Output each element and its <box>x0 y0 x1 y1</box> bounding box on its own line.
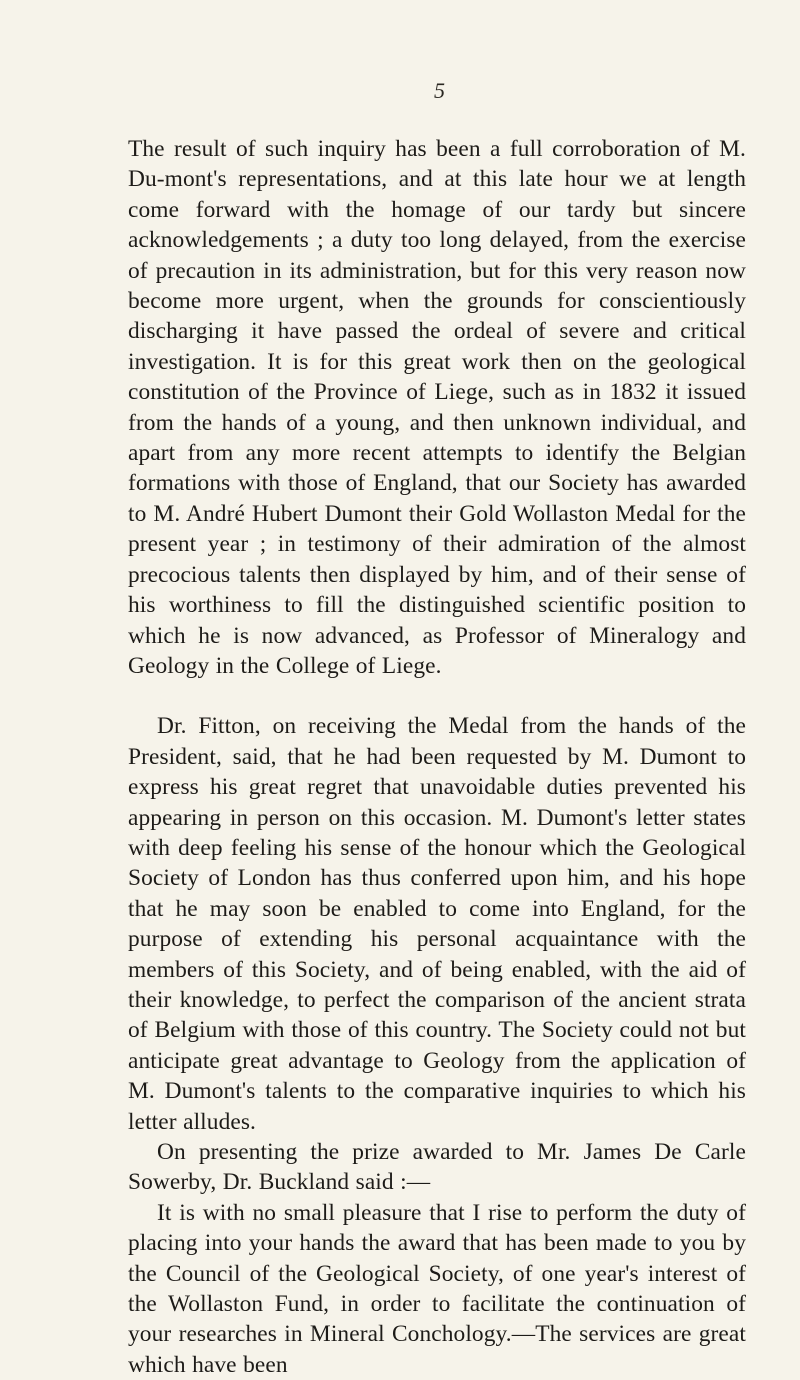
paragraph-dumont-award: The result of such inquiry has been a full corroboration of M. Du-mont's representations, and at this late hour we at length come forward with the homage of our tardy but sincere acknowledgements ; a duty too long delayed, from the exercise of precaution in its administration, but for this very reason now become more urgent, when the grounds for conscientiously discharging it have passed the ordeal of severe and critical investigation. It is for this great work then on the geological constitution of the Province of Liege, such as in 1832 it issued from the hands of a young, and then unknown individual, and apart from any more recent attempts to identify the Belgian formations with those of England, that our Society has awarded to M. André Hubert Dumont their Gold Wollaston Medal for the present year ; in testimony of their admiration of the almost precocious talents then displayed by him, and of their sense of his worthiness to fill the distinguished scientific position to which he is now advanced, as Professor of Mineralogy and Geology in the College of Liege. <box>128 136 746 679</box>
page-number: 5 <box>434 78 445 103</box>
paragraph-sowerby-intro: On presenting the prize awarded to Mr. James De Carle Sowerby, Dr. Buckland said :— <box>128 1139 746 1196</box>
paragraph-buckland-speech: It is with no small pleasure that I rise to perform the duty of placing into your hands the award that has been made to you by the Council of the Geological Society, of one year's interest of the Wollaston Fund, in order to facilitate the continuation of your researches in Mineral Conchology.—The services are great which have been <box>128 1199 746 1378</box>
body-text <box>128 134 746 1380</box>
paragraph-fitton-response: Dr. Fitton, on receiving the Medal from the hands of the President, said, that he had been requested by M. Dumont to express his great regret that unavoidable duties prevented his appearing in person on this occasion. M. Dumont's letter states with deep feeling his sense of the honour which the Geological Society of London has thus conferred upon him, and his hope that he may soon be enabled to come into England, for the purpose of extending his personal acquaintance with the members of this Society, and of being enabled, with the aid of their knowledge, to perfect the comparison of the ancient strata of Belgium with those of this country. The Society could not but anticipate great advantage to Geology from the application of M. Dumont's talents to the comparative inquiries to which his letter alludes. <box>128 713 746 1135</box>
